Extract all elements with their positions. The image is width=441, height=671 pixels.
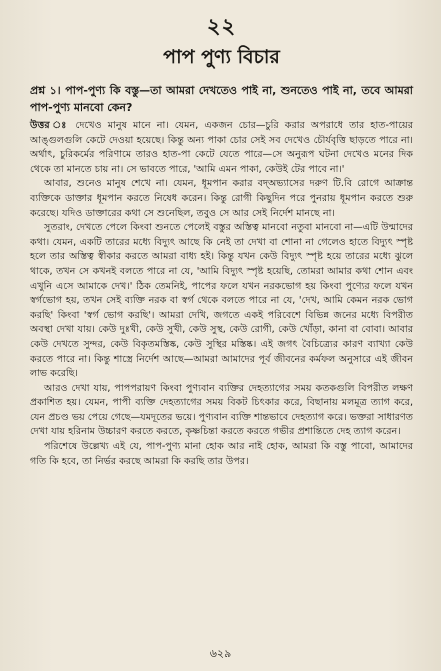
answer-paragraph-1-text: দেখেও মানুষ মানে না। যেমন, একজন চোর—চুরি করার অপরাধে তার হাত-পায়ের আঙ্গুলগুলি কেটে দেওয়া হয়েছে। কিন্তু অন্য পাকা চোর সেই সব দেখেও চৌর্যবৃত্তি ছাড়তে পারে না। অর্থাৎ, চুরিকর্মের পরিণামে তারও হাত-পা কেটে যেতে পারে—সে অনুরূপ ঘটনা দেখেও মনের দিক থেকে তা মানতে চায় না। সে ভাবতে পারে, 'আমি এমন পাকা, কেউই টের পাবে না।' <box>30 120 413 175</box>
answer-paragraph-4: আরও দেখা যায়, পাপপরায়ণ কিংবা পুণ্যবান ব্যক্তির দেহত্যাগের সময় কতকগুলি বিপরীত লক্ষণ প্রকাশিত হয়। যেমন, পাপী ব্যক্তি দেহত্যাগের সময় বিকট চিৎকার করে, বিছানায় মলমূত্র ত্যাগ করে, যেন প্রচণ্ড ভয় পেয়ে গেছে—যমদূতের ভয়ে। পুণ্যবান ব্যক্তি শান্তভাবে দেহত্যাগ করে। ভক্তরা সাধারণত দেখা যায় হরিনাম উচ্চারণ করতে করতে, কৃষ্ণচিন্তা করতে করতে গভীর প্রশান্তিতে দেহ ত্যাগ করেন। <box>30 382 413 438</box>
chapter-number: ২২ <box>206 13 237 38</box>
chapter-title: পাপ পুণ্য বিচার <box>163 46 280 68</box>
answer-paragraph-5: পরিশেষে উল্লেখ্য এই যে, পাপ-পুণ্য মানা হোক আর নাই হোক, আমরা কি বস্তু পাবো, আমাদের গতি কি হবে, তা নির্ভর করছে আমরা কি করছি তার উপর। <box>30 441 413 467</box>
answer-paragraph-1 <box>30 119 413 177</box>
answer-paragraph-3: সুতরাং, দেখতে পেলে কিংবা শুনতে পেলেই বস্তুর অস্তিত্ব মানবো নতুবা মানবো না—এটি উন্মাদের কথা। যেমন, একটি তারের মধ্যে বিদ্যুৎ আছে কি নেই তা দেখা বা শোনা না গেলেও হাতে বিদ্যুৎ স্পৃষ্ট হলে তার অস্তিত্ব স্বীকার করতে আমরা বাধ্য হই। কিন্তু যখন কেউ বিদ্যুৎ স্পৃষ্ট হয়ে তারের মধ্যে ঝুলে থাকে, তখন সে কখনই বলতে পারে না যে, 'আমি বিদ্যুৎ স্পৃষ্ট হয়েছি, তোমরা আমার কথা শোন এবং এখুনি এসে আমাকে দেখ।' ঠিক তেমনিই, পাপের ফলে যখন নরকভোগ হয় কিংবা পুণ্যের ফলে যখন স্বর্গভোগ হয়, তখন সেই ব্যক্তি নরক বা স্বর্গ থেকে বলতে পারে না যে, 'দেখ, আমি কেমন নরক ভোগ করছি' কিংবা 'স্বর্গ ভোগ করছি'। আমরা দেখি, জগতে একই পরিবেশে বিভিন্ন জনের মধ্যে বিপরীত অবস্থা দেখা যায়। কেউ দুঃখী, কেউ সুখী, কেউ সুস্থ, কেউ রোগী, কেউ খোঁড়া, কানা বা বোবা। আবার কেউ দেখতে সুন্দর, কেউ বিকৃতমস্তিষ্ক, কেউ সুস্থির মস্তিষ্ক। এই জগৎ বৈচিত্র্যের কারণ ব্যাখ্যা কেউ করতে পারে না। কিন্তু শাস্ত্রে নির্দেশ আছে—আমরা আমাদের পূর্ব জীবনের কর্মফল অনুসারে এই জীবন লাভ করেছি। <box>30 222 413 380</box>
answer-paragraph-2: আবার, শুনেও মানুষ শেখে না। যেমন, ধূমপান করার বদ্‌অভ্যাসের দরুণ টি.বি রোগে আক্রান্ত ব্যক্তিকে ডাক্তার ধূমপান করতে নিষেধ করেন। কিন্তু রোগী কিছুদিন পরে পুনরায় ধূমপান করতে শুরু করেছে। যদিও ডাক্তারের কথা সে শুনেছিল, তবুও সে আর সেই নির্দেশ মানছে না। <box>30 178 413 219</box>
question-text: প্রশ্ন ১। পাপ-পুণ্য কি বস্তু—তা আমরা দেখতেও পাই না, শুনতেও পাই না, তবে আমরা পাপ-পুণ্য মানবো কেন? <box>30 84 413 114</box>
page-number: ৬২৯ <box>209 647 232 660</box>
answer-label: উত্তর ঃ <box>30 120 70 131</box>
